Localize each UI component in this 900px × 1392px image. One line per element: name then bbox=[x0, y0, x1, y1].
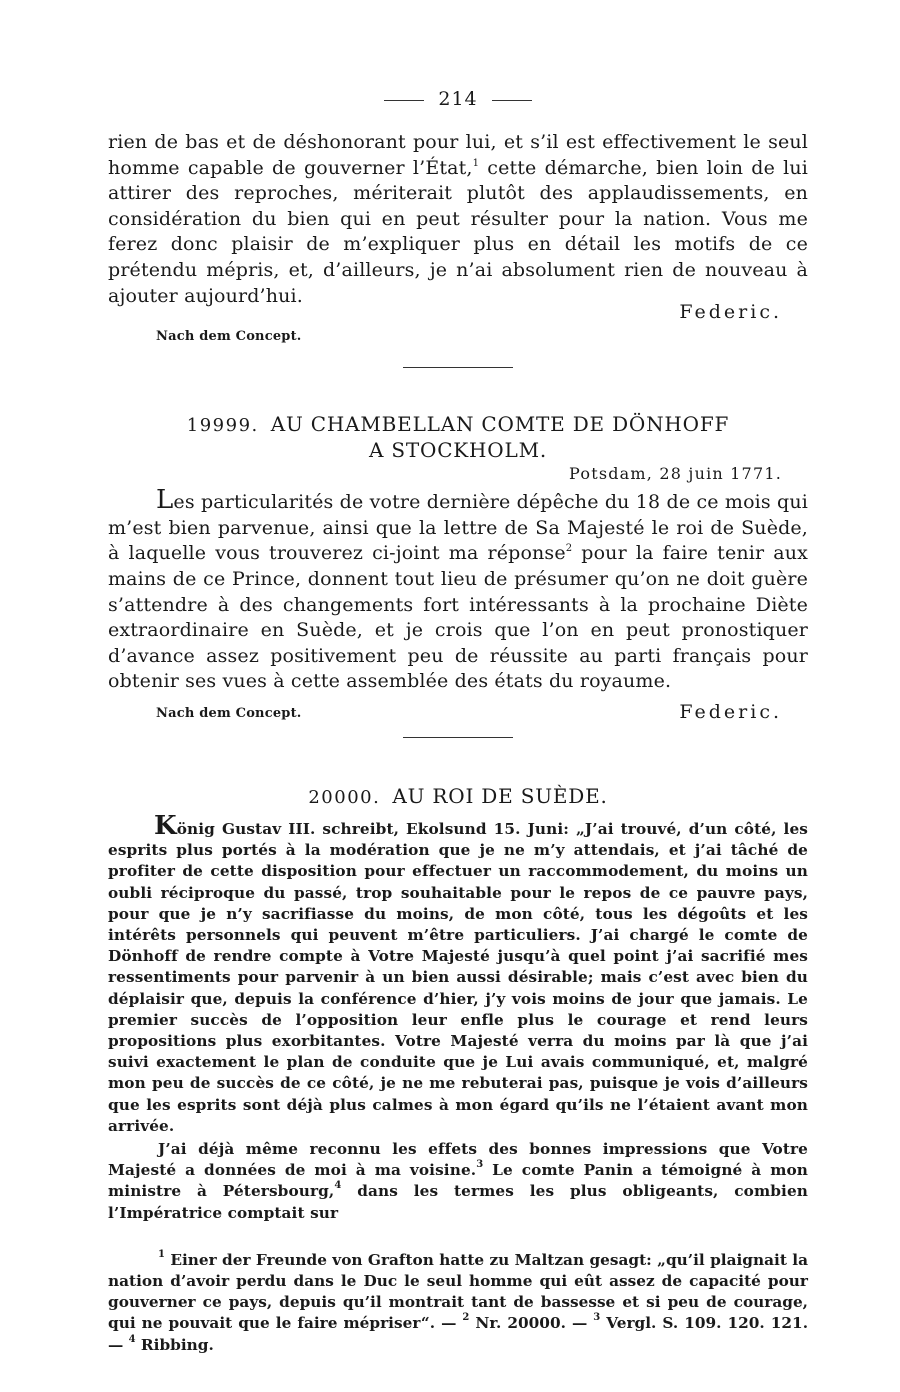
footnote-ref-3: 3 bbox=[476, 1159, 484, 1171]
letter2-closing bbox=[108, 695, 808, 729]
drop-cap: L bbox=[156, 485, 174, 516]
letter-continuation-text bbox=[108, 130, 808, 309]
letter1-text-b: cette démarche, bien loin de lui attirer des reproches, mériterait plutôt des applaudissements, en considération du bien qui en peut résulter pour la nation. Vous me ferez donc plaisir de m’expliquer plus en détail les motifs de ce prétendu mépris, et, d’ailleurs, je n’ai absolument rien de nouveau à ajouter aujourd’hui. bbox=[108, 156, 808, 307]
footnote-text bbox=[108, 1250, 808, 1356]
letter-heading bbox=[108, 412, 808, 463]
footnote-ref-4: 4 bbox=[334, 1180, 342, 1192]
page-number: 214 bbox=[438, 88, 478, 110]
letter-continuation bbox=[108, 130, 808, 309]
book-page bbox=[108, 84, 808, 1356]
footnote-4: Ribbing. bbox=[135, 1335, 214, 1354]
letter-number: 19999. bbox=[186, 415, 259, 437]
letter1-closing bbox=[108, 301, 808, 353]
running-head bbox=[108, 84, 808, 114]
summary-text-2c: dans les termes les plus obligeants, combien l’Impératrice comptait sur bbox=[108, 1182, 809, 1222]
footnote-2: Nr. 20000. — bbox=[469, 1314, 594, 1333]
summary-text-2b: Le comte Panin a témoigné à mon ministre à Pétersbourg, bbox=[108, 1161, 808, 1201]
running-head-dash-right bbox=[492, 100, 532, 101]
footnote-1: Einer der Freunde von Grafton hatte zu Maltzan gesagt: „qu’il plaignait la nation d’avoir perdu dans le Duc le seul homme qui eût assez de capacité pour gouverner ce pays, depuis qu’il montrait tant de bassesse et si peu de courage, qui ne pouvait que le faire mépriser“. — bbox=[108, 1250, 808, 1333]
summary-text-1: önig Gustav III. schreibt, Ekolsund 15. Juni: „J’ai trouvé, d’un côté, les esprits plus portés à la modération que je ne m’y attendais, et j’ai tâché de profiter de cette disposition pour effectuer un raccommodement, du moins un oubli réciproque du passé, trop souhaitable pour le repos de ce pauvre pays, pour que je n’y sacrifiasse du moins, de mon côté, tous les dégoûts et les intérêts personnels qui peuvent m’être particuliers. J’ai chargé le comte de Dönhoff de rendre compte à Votre Majesté jusqu’à quel point j’ai sacrifié mes ressentiments pour parvenir à un bien aussi désirable; mais c’est avec bien du déplaisir que, depuis la conférence d’hier, j’y vois moins de jour que jamais. Le premier succès de l’opposition leur enfle plus le courage et rend leurs propositions plus exorbitantes. Votre Majesté verra du moins par là que j’ai suivi exactement le plan de conduite que je Lui avais communiqué, et, malgré mon peu de succès de ce côté, je ne me rebuterai pas, puisque je vois d’ailleurs que les esprits sont déjà plus calmes à mon égard qu’ils ne l’étaient avant mon arrivée. bbox=[108, 819, 808, 1135]
letter-summary bbox=[108, 810, 809, 1224]
footnote-mark-2: 2 bbox=[462, 1312, 470, 1324]
summary-text-2a: J’ai déjà même reconnu les effets des bonnes impressions que Votre Majesté a données de moi à ma voisine. bbox=[108, 1139, 808, 1180]
letter-body bbox=[108, 485, 808, 695]
source-note: Nach dem Concept. bbox=[156, 329, 302, 345]
heading-line-2: A STOCKHOLM. bbox=[368, 438, 548, 463]
summary-paragraph-1 bbox=[108, 810, 808, 1137]
footnote-ref-1: 1 bbox=[472, 157, 480, 169]
source-note: Nach dem Concept. bbox=[156, 705, 302, 721]
heading-text: AU ROI DE SUÈDE. bbox=[392, 783, 608, 808]
letter2-paragraph bbox=[108, 485, 808, 695]
summary-paragraph-2 bbox=[108, 1139, 808, 1224]
footnote-ref-2: 2 bbox=[565, 543, 573, 555]
section-divider bbox=[403, 367, 513, 368]
section-divider bbox=[403, 737, 513, 738]
footnote-mark-4: 4 bbox=[128, 1333, 136, 1345]
letter2-text-a: es particularités de votre dernière dépêche du 18 de ce mois qui m’est bien parvenue, ainsi que la lettre de Sa Majesté le roi de Suède, à laquelle vous trouverez ci-joint ma réponse bbox=[108, 491, 808, 565]
letter-heading bbox=[108, 784, 808, 810]
signature: Federic. bbox=[679, 301, 782, 324]
heading-line-1 bbox=[108, 412, 808, 438]
letter2-text-b: pour la faire tenir aux mains de ce Prince, donnent tout lieu de présumer qu’on ne doit guère s’attendre à des changements fort intéressants à la prochaine Diète extraordinaire en Suède, et je crois que l’on en peut pronostiquer d’avance assez positivement peu de réussite au parti français pour obtenir ses vues à cette assemblée des états du royaume. bbox=[108, 542, 808, 693]
heading-text: AU CHAMBELLAN COMTE DE DÖNHOFF bbox=[270, 412, 730, 437]
signature: Federic. bbox=[679, 700, 782, 723]
running-head-dash-left bbox=[384, 100, 424, 101]
footnotes bbox=[108, 1250, 808, 1356]
footnote-mark-3: 3 bbox=[593, 1312, 601, 1324]
drop-cap: K bbox=[154, 810, 177, 841]
footnote-3: Vergl. S. 109. 120. 121. — bbox=[108, 1314, 809, 1354]
letter1-text-a: rien de bas et de déshonorant pour lui, et s’il est effectivement le seul homme capable de gouverner l’État, bbox=[108, 131, 808, 179]
footnote-mark-1: 1 bbox=[158, 1248, 165, 1260]
letter-number: 20000. bbox=[308, 786, 381, 808]
dateline: Potsdam, 28 juin 1771. bbox=[569, 464, 782, 484]
